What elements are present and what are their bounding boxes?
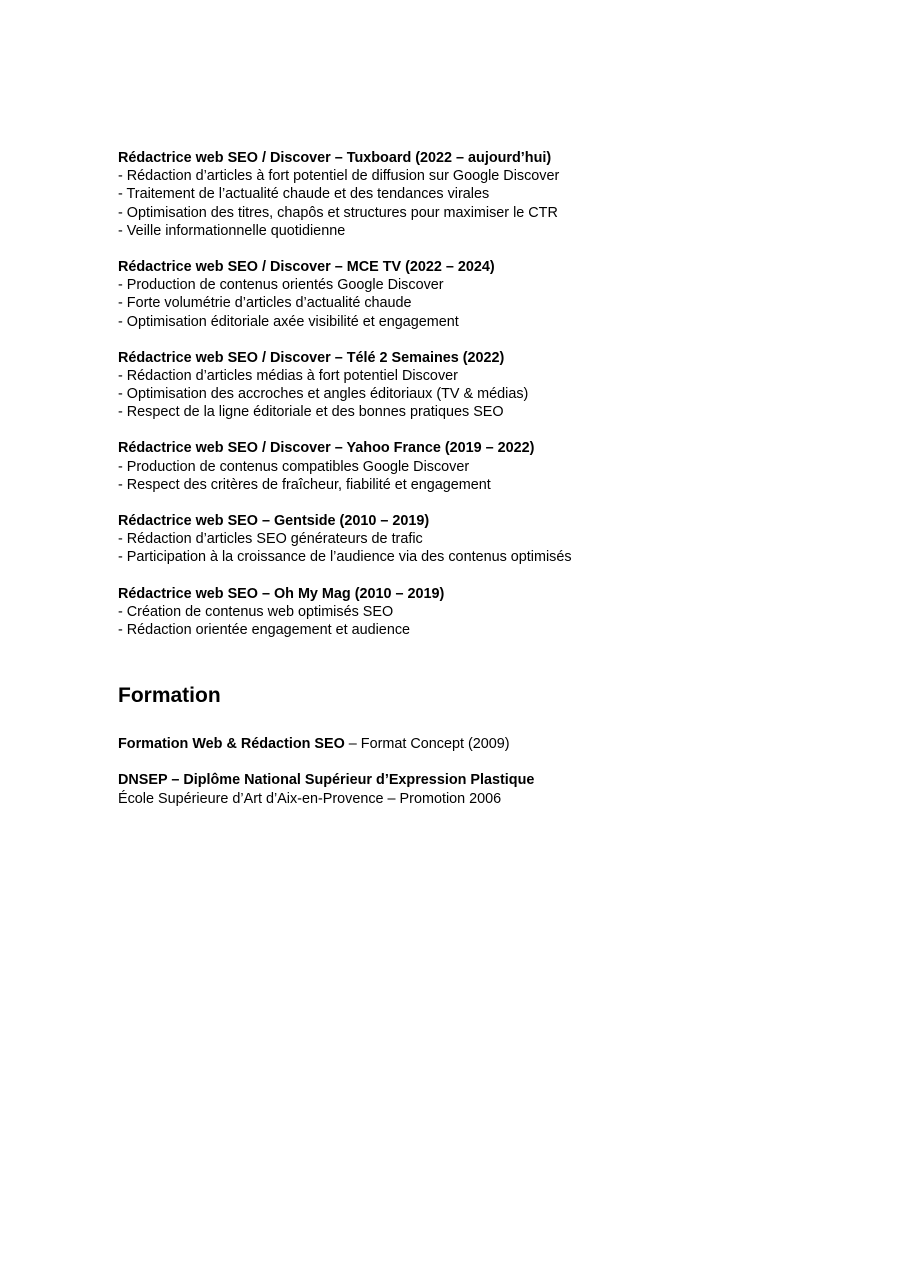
job-bullet: - Optimisation éditoriale axée visibilité et engagement: [118, 313, 459, 330]
formation-detail: – Format Concept (2009): [344, 736, 510, 753]
job-bullet: - Optimisation des accroches et angles éditoriaux (TV & médias): [118, 386, 529, 403]
job-bullet: - Rédaction d’articles SEO générateurs de trafic: [118, 531, 423, 548]
formation-title: Formation Web & Rédaction SEO: [118, 736, 345, 753]
document-page: [118, 149, 838, 826]
job-bullet: - Rédaction d’articles à fort potentiel de diffusion sur Google Discover: [118, 168, 560, 185]
section-heading-formation: Formation: [118, 684, 221, 708]
experience-entry-yahoo-france: [118, 439, 838, 494]
job-bullet: - Participation à la croissance de l’audience via des contenus optimisés: [118, 549, 572, 566]
job-title: Rédactrice web SEO / Discover – MCE TV (2022 – 2024): [118, 258, 495, 275]
job-bullet: - Traitement de l’actualité chaude et des tendances virales: [118, 186, 490, 203]
experience-entry-oh-my-mag: [118, 585, 838, 640]
job-bullet: - Optimisation des titres, chapôs et structures pour maximiser le CTR: [118, 204, 558, 221]
job-bullet: - Production de contenus compatibles Google Discover: [118, 458, 470, 475]
job-bullet: - Respect de la ligne éditoriale et des bonnes pratiques SEO: [118, 404, 504, 421]
experience-entry-tuxboard: [118, 149, 838, 240]
experience-entry-mce-tv: [118, 258, 838, 331]
formation-detail: École Supérieure d’Art d’Aix-en-Provence – Promotion 2006: [118, 790, 502, 807]
formation-title: DNSEP – Diplôme National Supérieur d’Expression Plastique: [118, 772, 535, 789]
formation-line: [118, 735, 838, 753]
job-bullet: - Rédaction d’articles médias à fort potentiel Discover: [118, 367, 458, 384]
job-bullet: - Respect des critères de fraîcheur, fiabilité et engagement: [118, 476, 491, 493]
formation-entry-dnsep: [118, 771, 838, 807]
job-title: Rédactrice web SEO / Discover – Télé 2 Semaines (2022): [118, 349, 505, 366]
experience-entry-tele-2-semaines: [118, 349, 838, 422]
job-title: Rédactrice web SEO – Gentside (2010 – 2019): [118, 513, 430, 529]
job-title: Rédactrice web SEO – Oh My Mag (2010 – 2019): [118, 585, 445, 602]
job-bullet: - Veille informationnelle quotidienne: [118, 222, 346, 239]
experience-entry-gentside: [118, 512, 838, 567]
job-bullet: - Forte volumétrie d’articles d’actualité chaude: [118, 295, 412, 312]
job-title: Rédactrice web SEO / Discover – Yahoo France (2019 – 2022): [118, 440, 535, 457]
job-bullet: - Rédaction orientée engagement et audience: [118, 621, 411, 638]
job-title: Rédactrice web SEO / Discover – Tuxboard (2022 – aujourd’hui): [118, 150, 552, 166]
formation-entry-seo: [118, 735, 838, 753]
job-bullet: - Création de contenus web optimisés SEO: [118, 603, 394, 620]
job-bullet: - Production de contenus orientés Google Discover: [118, 277, 444, 294]
